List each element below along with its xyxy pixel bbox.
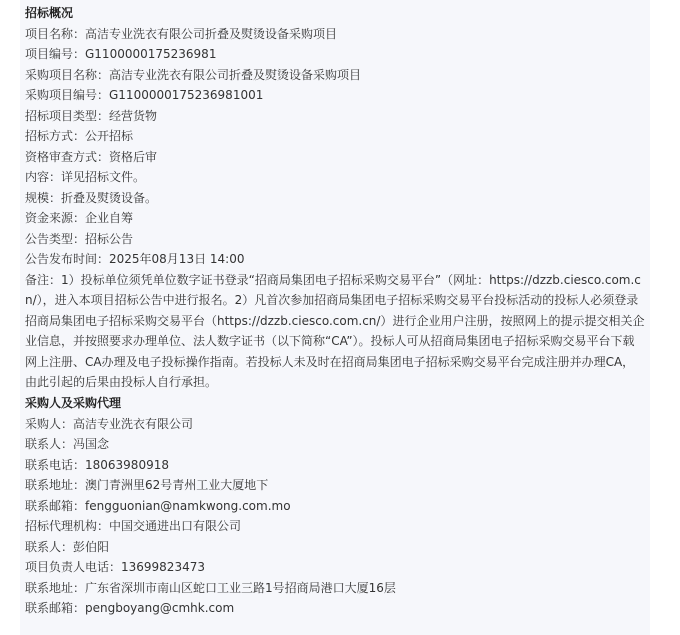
project-number: 项目编号：G1100000175236981 (25, 47, 217, 61)
announcement-panel (20, 0, 650, 635)
announcement-content (20, 0, 650, 619)
purchaser: 采购人：高洁专业洗衣有限公司 (25, 416, 194, 431)
qualification-review-method: 资格审查方式：资格后审 (25, 149, 158, 164)
tender-project-type: 招标项目类型：经营货物 (25, 108, 158, 123)
purchaser-phone: 联系电话：18063980918 (25, 457, 169, 472)
funding-source: 资金来源：企业自筹 (25, 211, 134, 225)
purchaser-email: 联系邮箱：fengguonian@namkwong.com.mo (25, 498, 291, 513)
agency-name: 招标代理机构：中国交通进出口有限公司 (25, 519, 242, 534)
agency-address: 联系地址：广东省深圳市南山区蛇口工业三路1号招商局港口大厦16层 (25, 580, 396, 595)
agency-email: 联系邮箱：pengboyang@cmhk.com (25, 601, 235, 616)
purchaser-contact: 联系人：冯国念 (25, 437, 110, 452)
procurement-project-name: 采购项目名称：高洁专业洗衣有限公司折叠及熨烫设备采购项目 (25, 67, 362, 82)
tender-method: 招标方式：公开招标 (25, 129, 134, 143)
section-title-purchaser: 采购人及采购代理 (25, 396, 122, 411)
agency-project-lead-phone: 项目负责人电话：13699823473 (25, 560, 205, 575)
purchaser-address: 联系地址：澳门青洲里62号青州工业大厦地下 (25, 478, 269, 493)
scale-field: 规模：折叠及熨烫设备。 (25, 190, 158, 205)
project-name: 项目名称：高洁专业洗衣有限公司折叠及熨烫设备采购项目 (25, 26, 338, 41)
announcement-type: 公告类型：招标公告 (25, 231, 134, 246)
content-field: 内容：详见招标文件。 (25, 170, 146, 184)
section-title-overview: 招标概况 (25, 6, 74, 20)
publish-time: 公告发布时间：2025年08月13日 14:00 (25, 252, 245, 266)
agency-contact: 联系人：彭伯阳 (25, 539, 110, 554)
remarks-paragraph: 备注：1）投标单位须凭单位数字证书登录“招商局集团电子招标采购交易平台”（网址：https://dzzb.ciesco.com.cn/），进入本项目招标公告中进行报名。2）凡首次参加招商局集团电子招标采购交易平台投标活动的投标人必须登录招商局集团电子招标采购交易平台（https://dzzb.ciesco.com.cn/）进行企业用户注册，按照网上的提示提交相关企业信息，并按照要求办理单位、法人数字证书（以下简称“CA”）。投标人可从招商局集团电子招标采购交易平台下载网上注册、CA办理及电子投标操作指南。若投标人未及时在招商局集团电子招标采购交易平台完成注册并办理CA，由此引起的后果由投标人自行承担。 (25, 272, 645, 390)
procurement-project-number: 采购项目编号：G1100000175236981001 (25, 88, 264, 102)
